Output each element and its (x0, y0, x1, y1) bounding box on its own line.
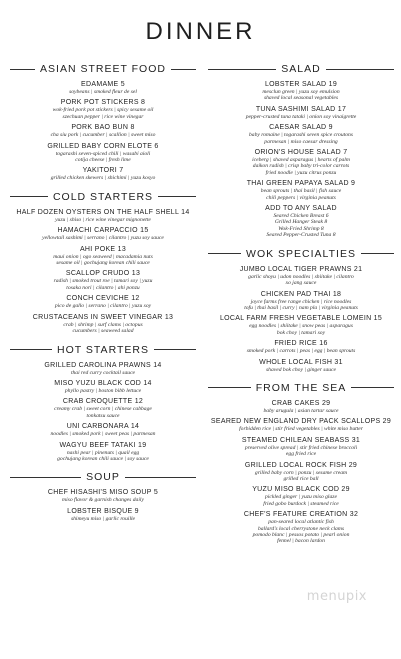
menu-item (10, 442, 196, 463)
section-header (208, 247, 394, 261)
menu-item (208, 266, 394, 287)
item-description: maui onion | ogo seaweed | macadamia nuts (53, 253, 153, 260)
divider-line (208, 253, 241, 254)
section-header (10, 470, 196, 484)
section-title: ASIAN STREET FOOD (40, 63, 166, 75)
section-salad (208, 62, 394, 239)
item-name: EDAMAME 5 (81, 81, 125, 88)
menu-item (208, 437, 394, 458)
item-description: Wok-Fried Shrimp 8 (278, 225, 324, 232)
item-name: PORK BAO BUN 8 (71, 124, 135, 132)
menu-item (208, 315, 394, 336)
menu-item (208, 486, 394, 507)
item-description: forbidden rice | stir fried vegetables | white miso butter (239, 426, 363, 433)
item-description: pickled ginger | yuzu miso glaze (265, 494, 337, 501)
section-title: COLD STARTERS (52, 190, 154, 203)
menu-item (10, 380, 196, 394)
divider-line (10, 69, 35, 70)
menu-item (208, 205, 394, 239)
item-name: HALF DOZEN OYSTERS ON THE HALF SHELL 14 (16, 208, 190, 216)
item-description: tonkatsu sauce (86, 412, 120, 419)
item-name: CRUSTACEANS IN SWEET VINEGAR 13 (32, 313, 174, 321)
item-name: WHOLE LOCAL FISH 31 (259, 358, 343, 366)
divider-line (154, 349, 196, 350)
right-column (208, 62, 394, 549)
item-description: pan-seared local atlantic fish (268, 519, 334, 526)
item-description: Seared Chicken Breast 6 (273, 213, 329, 220)
menu-item (10, 295, 196, 309)
item-description: iceberg | shaved asparagus | hearts of palm (252, 157, 350, 164)
item-name: GRILLED BABY CORN ELOTE 6 (47, 142, 159, 150)
menu-item (10, 143, 196, 164)
divider-line (125, 477, 196, 478)
section-asian-street-food (10, 62, 196, 182)
item-description: creamy crab | sweet corn | chinese cabbage (54, 406, 152, 413)
divider-line (326, 69, 394, 70)
section-title: SALAD (281, 63, 321, 75)
item-description: baby romaine | togarashi seven spice croutons (249, 132, 353, 139)
item-name: CHICKEN PAD THAI 18 (260, 290, 342, 298)
divider-line (351, 387, 394, 388)
item-name: CAESAR SALAD 9 (269, 124, 333, 132)
item-name: ADD TO ANY SALAD (265, 205, 337, 213)
item-name: LOBSTER SALAD 19 (264, 81, 338, 88)
item-name: MISO YUZU BLACK COD 14 (54, 379, 152, 387)
item-description: wok-fried pork pot stickers | spicy sesame oil (52, 107, 154, 114)
item-description: Grilled Hanger Steak 8 (274, 219, 328, 226)
menu-item (10, 423, 196, 437)
menu-item (208, 106, 394, 120)
item-description: garlic shoyu | udon noodles | shiitake | cilantro (248, 273, 354, 280)
item-description: shaved local seasonal vegetables (263, 95, 339, 102)
item-description: tosaka nori | cilantro | ahi ponzu (66, 284, 140, 291)
item-description: grilled rice ball (283, 475, 319, 482)
item-description: pico de gallo | serrano | cilantro | yuzu soy (54, 303, 152, 310)
menu-item (208, 81, 394, 102)
menu-item (208, 340, 394, 354)
divider-line (171, 69, 196, 70)
menu-item (10, 167, 196, 181)
item-name: LOCAL FARM FRESH VEGETABLE LOMEIN 15 (219, 315, 383, 323)
section-title: HOT STARTERS (57, 343, 149, 356)
item-description: joyce farms free range chicken | rice noodles (250, 298, 352, 305)
item-description: crab | shrimp | surf clams | octopus (63, 321, 143, 328)
divider-line (361, 253, 394, 254)
item-name: FRIED RICE 16 (274, 340, 328, 348)
item-description: Seared Pepper-Crusted Tuna 8 (266, 232, 336, 239)
section-header (208, 381, 394, 395)
item-description: pepper-crusted tuna tataki | onion soy vinaigrette (245, 113, 357, 120)
menu-item (208, 291, 394, 312)
menu-item (10, 124, 196, 138)
item-description: yuzu | shiso | rice wine vinegar mignonette (55, 216, 151, 223)
menu-item (208, 418, 394, 432)
section-cold-starters (10, 190, 196, 335)
item-description: soybeans | smoked fleur de sel (69, 89, 137, 95)
item-description: cha siu pork | cucumber | scallion | sweet miso (50, 132, 156, 139)
divider-line (10, 477, 81, 478)
item-description: grilled chicken skewers | shichimi | yuzu kosyo (50, 175, 156, 182)
section-from-the-sea (208, 381, 394, 545)
item-description: daikon radish | crisp baby tri-color carrots (252, 163, 350, 170)
item-name: PORK POT STICKERS 8 (60, 99, 146, 107)
item-description: miso flavor & garnish changes daily (62, 497, 144, 504)
item-name: STEAMED CHILEAN SEABASS 31 (241, 436, 361, 444)
item-description: cucumbers | seaweed salad (72, 328, 134, 335)
item-description: bean sprouts | thai basil | fish sauce (260, 188, 342, 195)
item-name: WAGYU BEEF TATAKI 19 (59, 441, 147, 449)
item-name: AHI POKE 13 (79, 245, 127, 253)
item-name: CRAB CAKES 29 (271, 399, 331, 407)
item-name: YAKITORI 7 (82, 167, 124, 175)
item-name: CHEF HISASHI'S MISO SOUP 5 (47, 489, 159, 497)
item-description: tofu | thai basil | curry | nam pla | virginia peanuts (244, 304, 358, 311)
item-description: ballard's local cherrystone neck clams (257, 525, 345, 532)
item-name: LOBSTER BISQUE 9 (67, 507, 139, 515)
item-description: grilled baby corn | ponzu | sesame cream (254, 469, 348, 476)
item-description: fried gobo burdock | steamed rice (263, 500, 339, 507)
section-header (10, 190, 196, 204)
item-description: phyllo pastry | boston bibb lettuce (64, 387, 142, 394)
item-description: thai red curry cocktail sauce (70, 369, 136, 376)
item-description: radish | smoked trout roe | tamari soy | yuzu (53, 278, 153, 285)
item-name: CRAB CROQUETTE 12 (62, 398, 144, 406)
item-description: shaved bok choy | ginger sauce (265, 366, 337, 373)
item-description: preserved olive spread | stir fried chinese broccoli (244, 444, 358, 451)
item-name: GRILLED CAROLINA PRAWNS 14 (44, 361, 162, 369)
menu-title: DINNER (145, 18, 256, 45)
item-name: CONCH CEVICHE 12 (66, 295, 140, 303)
menu-item (10, 398, 196, 419)
divider-line (10, 196, 48, 197)
menu-item (208, 400, 394, 414)
menu-item (208, 462, 394, 483)
menu-item (208, 359, 394, 373)
menu-item (10, 246, 196, 267)
menu-item (10, 99, 196, 120)
menu-item (208, 124, 394, 145)
item-name: SEARED NEW ENGLAND DRY PACK SCALLOPS 29 (210, 418, 392, 426)
item-description: yellowtail sashimi | serrano | cilantro | yuzu soy sauce (42, 235, 164, 242)
item-description: pomodo blanc | pessos potato | pearl onion (252, 532, 350, 538)
item-name: CHEF'S FEATURE CREATION 32 (243, 511, 359, 519)
left-column (10, 62, 196, 526)
item-description: baby arugula | asian tartar sauce (263, 407, 339, 414)
divider-line (208, 387, 251, 388)
section-wok-specialties (208, 247, 394, 373)
item-name: ORION'S HOUSE SALAD 7 (254, 149, 348, 157)
item-description: togarashi seven-spiced chili | wasabi aioli (55, 150, 151, 157)
menu-item (10, 270, 196, 291)
menu-item (208, 149, 394, 176)
item-name: JUMBO LOCAL TIGER PRAWNS 21 (239, 265, 363, 273)
menu-item (10, 489, 196, 503)
menu-item (10, 209, 196, 223)
item-description: fennel | bacon lardon (277, 538, 325, 545)
item-name: HAMACHI CARPACCIO 15 (57, 227, 149, 235)
item-description: fried noodle | yuzu citrus ponzu (265, 169, 337, 176)
divider-line (10, 349, 52, 350)
section-title: SOUP (86, 471, 120, 484)
item-description: gochujang korean chili sauce | soy sauce (57, 455, 149, 462)
item-description: parmesan | miso caesar dressing (264, 138, 338, 145)
item-description: bok choy | tamari soy (276, 329, 326, 336)
section-hot-starters (10, 343, 196, 463)
menu-item (10, 362, 196, 376)
item-description: smoked pork | carrots | peas | egg | bean sprouts (246, 348, 356, 355)
menu-item (10, 81, 196, 95)
item-name: UNI CARBONARA 14 (66, 423, 140, 431)
divider-line (158, 196, 196, 197)
menu-item (10, 227, 196, 241)
section-title: FROM THE SEA (255, 381, 347, 394)
menu-item (208, 180, 394, 201)
section-title: WOK SPECIALTIES (246, 247, 356, 260)
item-name: SCALLOP CRUDO 13 (65, 270, 141, 278)
item-description: nashi pear | pinenuts | quail egg (66, 449, 140, 456)
divider-line (208, 69, 276, 70)
menupix-watermark: menupix (306, 589, 367, 604)
item-description: sesame oil | gochujang korean chili sauce (56, 260, 150, 267)
item-description: noodles | smoked pork | sweet peas | parmesan (50, 431, 156, 438)
item-description: mesclun green | yuzu soy emulsion (262, 89, 340, 95)
menu-item (10, 314, 196, 335)
menu-item (208, 511, 394, 545)
item-description: chili peppers | virginia peanuts (266, 194, 336, 201)
section-soup (10, 470, 196, 522)
section-header (10, 62, 196, 76)
item-description: egg fried rice (285, 451, 317, 458)
section-header (208, 62, 394, 76)
item-description: shimeyu miso | garlic rouille (70, 515, 136, 522)
item-description: egg noodles | shiitake | snow peas | asparagus (249, 323, 353, 330)
item-description: cotija cheese | fresh lime (75, 157, 131, 164)
item-description: szechuan pepper | rice wine vinegar (62, 113, 144, 120)
item-name: THAI GREEN PAPAYA SALAD 9 (246, 180, 356, 188)
item-description: xo jang sauce (285, 280, 317, 287)
item-name: GRILLED LOCAL ROCK FISH 29 (244, 461, 358, 469)
item-name: TUNA SASHIMI SALAD 17 (255, 105, 347, 113)
menu-item (10, 508, 196, 522)
item-name: YUZU MISO BLACK COD 29 (252, 486, 350, 494)
section-header (10, 343, 196, 357)
